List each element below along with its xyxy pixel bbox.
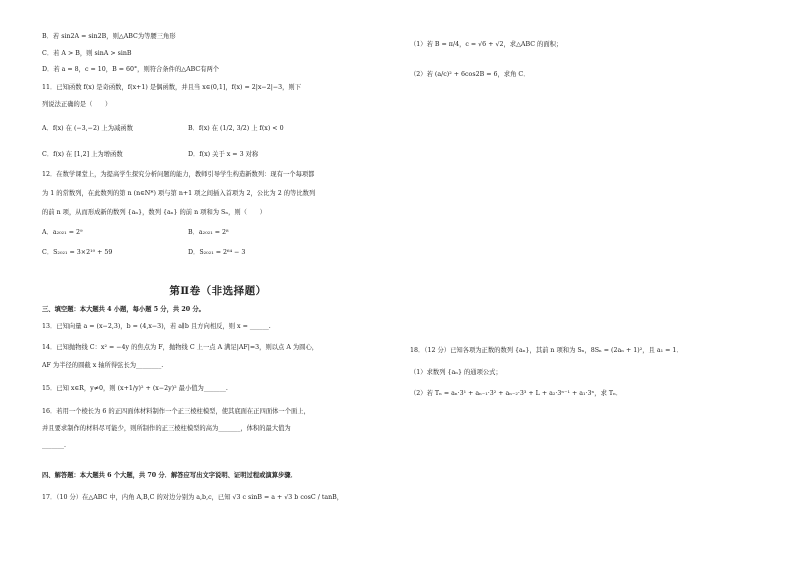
q11-stem-line-2: 列说法正确的是（ ） (42, 101, 112, 108)
q12-option-d: D．S₂₀₂₁ = 2⁶⁴ − 3 (188, 249, 246, 256)
q17-stem: 17．（10 分）在△ABC 中，内角 A,B,C 的对边分别为 a,b,c，已知 √3 c sinB = a + √3 b cosC / tanB， (42, 494, 344, 501)
q12-option-a: A．a₂₀₂₁ = 2⁹ (42, 229, 83, 236)
q14-line-1: 14．已知抛物线 C：x² = −4y 的焦点为 F，抛物线 C 上一点 A 满足|AF|=3，则以点 A 为圆心， (42, 344, 319, 351)
q18-part-1: （1）求数列 {aₙ} 的通项公式； (410, 369, 502, 376)
part3-heading: 三、填空题：本大题共 4 小题，每小题 5 分，共 20 分。 (42, 306, 205, 313)
q12-stem-line-3: 的前 n 项，从而形成新的数列 {aₙ}，数列 {aₙ} 的前 n 项和为 Sₙ，则（ ） (42, 209, 266, 216)
q16-line-2: 并且要求制作的材料尽可能少，则所制作的正三棱柱模型的高为_______，体积的最大值为 (42, 425, 291, 432)
q12-stem-line-1: 12．在数学课堂上，为提高学生探究分析问题的能力，教师引导学生构造新数列：现有一个每项都 (42, 171, 315, 178)
q14-line-2: AF 为半径的圆截 x 轴所得弦长为________. (42, 362, 164, 369)
q11-option-d: D．f(x) 关于 x = 3 对称 (188, 151, 259, 158)
q12-option-c: C．S₂₀₂₁ = 3×2¹⁰ + 59 (42, 249, 113, 256)
q11-stem-line-1: 11．已知函数 f(x) 是奇函数，f(x+1) 是偶函数，并且当 x∈(0,1]，f(x) = 2|x−2|−3，则下 (42, 84, 302, 91)
q13: 13．已知向量 a = (x−2,3)，b = (4,x−3)，若 a∥b 且方向相反，则 x = ______. (42, 323, 271, 330)
q17-part-2: （2）若 (a/c)² + 6cos2B = 6，求角 C． (410, 71, 530, 78)
section-title: 第Ⅱ卷（非选择题） (169, 285, 267, 297)
q16-line-1: 16．若用一个棱长为 6 的正四面体材料制作一个正三棱柱模型，使其底面在正四面体一个面上， (42, 408, 310, 415)
part4-heading: 四、解答题：本大题共 6 个大题，共 70 分．解答应写出文字说明、证明过程或演算步骤． (42, 472, 297, 479)
q10-option-b: B．若 sin2A = sin2B，则△ABC为等腰三角形 (42, 33, 176, 40)
q11-option-b: B．f(x) 在 (1/2, 3/2) 上 f(x) < 0 (188, 125, 284, 132)
q15: 15．已知 x∈R，y≠0，则 (x+1/y)² + (x−2y)² 最小值为_______. (42, 385, 228, 392)
q12-stem-line-2: 为 1 的常数列，在此数列的第 n (n∈N*) 项与第 n+1 项之间插入首项为 2，公比为 2 的等比数列 (42, 190, 316, 197)
q11-option-a: A．f(x) 在 (−3,−2) 上为减函数 (42, 125, 133, 132)
q17-part-1: （1）若 B = π/4，c = √6 + √2，求△ABC 的面积； (410, 41, 563, 48)
q10-option-c: C．若 A > B，则 sinA > sinB (42, 50, 132, 57)
q18-part-2: （2）若 Tₙ = aₙ·3¹ + aₙ₋₁·3² + aₙ₋₂·3³ + L + a₂·3ⁿ⁻¹ + a₁·3ⁿ，求 Tₙ． (410, 390, 623, 397)
q10-option-d: D．若 a = 8，c = 10，B = 60°，则符合条件的△ABC有两个 (42, 66, 220, 73)
q16-line-3: _______. (42, 442, 67, 449)
q11-option-c: C．f(x) 在 [1,2] 上为增函数 (42, 151, 123, 158)
q18-stem: 18．（12 分）已知各项为正数的数列 {aₙ}，其前 n 项和为 Sₙ，8Sₙ = (2aₙ + 1)²，且 a₁ = 1． (410, 347, 683, 354)
q12-option-b: B．a₂₀₂₁ = 2⁸ (188, 229, 229, 236)
